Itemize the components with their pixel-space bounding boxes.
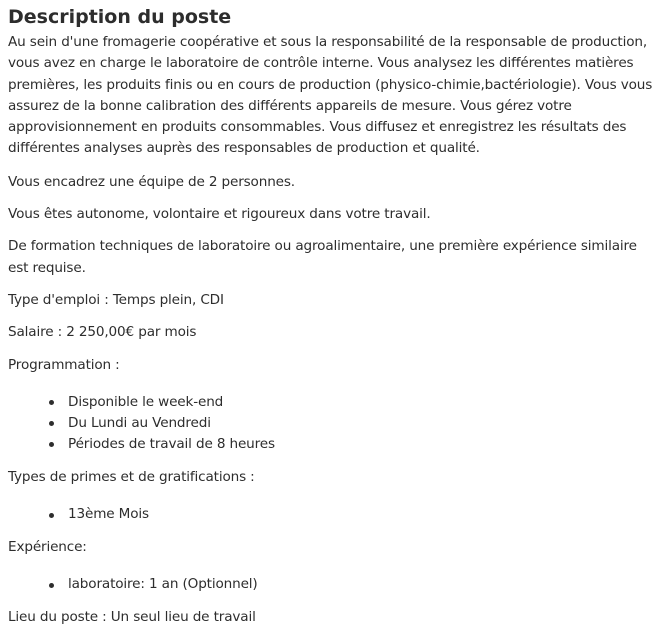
bullet-icon	[49, 421, 54, 426]
schedule-heading: Programmation :	[8, 356, 120, 373]
list-item: Périodes de travail de 8 heures	[68, 434, 658, 455]
bullet-icon	[49, 442, 54, 447]
salary: Salaire : 2 250,00€ par mois	[8, 324, 197, 341]
schedule-list	[8, 392, 658, 455]
bonuses-heading: Types de primes et de gratifications :	[8, 468, 255, 485]
team-paragraph: Vous encadrez une équipe de 2 personnes.	[8, 173, 295, 190]
location: Lieu du poste : Un seul lieu de travail	[8, 609, 256, 626]
training-paragraph: De formation techniques de laboratoire ou agroalimentaire, une première expérience similaire est requise.	[8, 238, 637, 276]
bullet-icon	[49, 583, 54, 588]
section-title: Description du poste	[8, 6, 232, 28]
bullet-icon	[49, 513, 54, 518]
bonuses-list	[8, 504, 658, 525]
description-paragraph: Au sein d'une fromagerie coopérative et sous la responsabilité de la responsable de production, vous avez en charge le laboratoire de contrôle interne. Vous analysez les différentes matières premières, les produits finis ou en cours de production (physico-chimie,bactériologie). Vous vous assurez de la bonne calibration des différents appareils de mesure. Vous gérez votre approvisionnement en produits consommables. Vous diffusez et enregistrez les résultats des différentes analyses auprès des responsables de production et qualité.	[8, 34, 653, 157]
list-item: Du Lundi au Vendredi	[68, 413, 658, 434]
experience-heading: Expérience:	[8, 539, 87, 556]
job-description	[8, 4, 658, 640]
list-item: Disponible le week-end	[68, 392, 658, 413]
job-type: Type d'emploi : Temps plein, CDI	[8, 291, 224, 308]
bullet-icon	[49, 400, 54, 405]
list-item: laboratoire: 1 an (Optionnel)	[68, 574, 658, 595]
experience-list	[8, 574, 658, 595]
qualities-paragraph: Vous êtes autonome, volontaire et rigoureux dans votre travail.	[8, 206, 431, 223]
list-item: 13ème Mois	[68, 504, 658, 525]
